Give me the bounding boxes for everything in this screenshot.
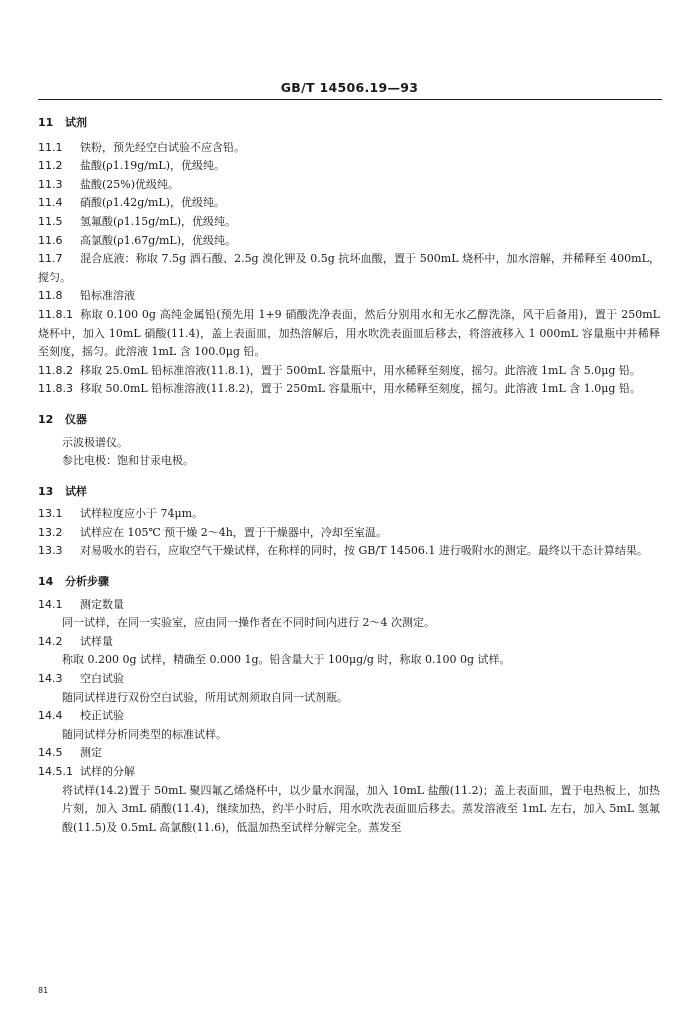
clause-14-4-body: 随同试样分析同类型的标准试样。 [62,727,227,741]
section-14-items [38,596,660,838]
section-12-items [38,434,660,471]
section-heading-12: 12 仪器 [38,412,87,426]
clause-13-2: 13.2 试样应在 105℃ 预干燥 2～4h，置于干燥器中，冷却至室温。 [38,525,387,539]
header-rule [38,99,662,100]
clause-11-8-3: 11.8.3 移取 50.0mL 铅标准溶液(11.8.2)，置于 250mL 容量瓶中，用水稀释至刻度，摇匀。此溶液 1mL 含 1.0μg 铅。 [38,382,641,396]
clause-14-1: 14.1 测定数量 [38,597,124,611]
clause-11-3: 11.3 盐酸(25%)优级纯。 [38,177,180,191]
page-header: GB/T 14506.19—93 [280,80,419,95]
clause-11-4: 11.4 硝酸(ρ1.42g/mL)，优级纯。 [38,196,226,210]
section-heading-14: 14 分析步骤 [38,575,109,589]
clause-14-1-body: 同一试样，在同一实验室，应由同一操作者在不同时间内进行 2～4 次测定。 [62,616,435,630]
clause-11-8-1: 11.8.1 称取 0.100 0g 高纯金属铅(预先用 1+9 硝酸洗净表面，然后分别用水和无水乙醇洗涤，风干后备用)，置于 250mL 烧杯中，加入 10mL 硝酸(11.4)，盖上表面皿，加热溶解后，用水吹洗表面皿后移去，将溶液移入 1 000mL 容量瓶中并稀释至刻度，摇匀。此溶液 1mL 含 100.0μg 铅。 [38,307,660,359]
clause-11-7: 11.7 混合底液：称取 7.5g 酒石酸、2.5g 溴化钾及 0.5g 抗坏血酸，置于 500mL 烧杯中，加水溶解，并稀释至 400mL，搅匀。 [38,252,660,284]
clause-11-1: 11.1 铁粉，预先经空白试验不应含铅。 [38,140,245,154]
clause-14-5-1: 14.5.1 试样的分解 [38,765,135,778]
clause-13-1: 13.1 试样粒度应小于 74μm。 [38,507,204,521]
section-heading-11: 11 试剂 [38,116,87,129]
clause-11-2: 11.2 盐酸(ρ1.19g/mL)，优级纯。 [38,159,226,173]
clause-13-3: 13.3 对易吸水的岩石，应取空气干燥试样，在称样的同时，按 GB/T 14506.1 进行吸附水的测定。最终以干态计算结果。 [38,544,648,558]
instrument-reference-electrode: 参比电极：饱和甘汞电极。 [62,454,194,468]
page-number: 81 [38,986,49,995]
clause-14-2-body: 称取 0.200 0g 试样，精确至 0.000 1g。铅含量大于 100μg/g 时，称取 0.100 0g 试样。 [62,653,511,667]
section-heading-13: 13 试样 [38,484,87,498]
clause-14-4: 14.4 校正试验 [38,709,124,723]
clause-14-2: 14.2 试样量 [38,634,113,648]
section-13-items [38,505,660,561]
instrument-oscillopolarograph: 示波极谱仪。 [62,435,128,449]
clause-11-6: 11.6 高氯酸(ρ1.67g/mL)，优级纯。 [38,233,237,247]
clause-11-8-2: 11.8.2 移取 25.0mL 铅标准溶液(11.8.1)，置于 500mL 容量瓶中，用水稀释至刻度，摇匀。此溶液 1mL 含 5.0μg 铅。 [38,363,641,377]
clause-11-5: 11.5 氢氟酸(ρ1.15g/mL)，优级纯。 [38,214,237,228]
clause-14-3: 14.3 空白试验 [38,672,124,686]
clause-11-8: 11.8 铅标准溶液 [38,289,135,303]
section-11-items [38,139,660,399]
clause-14-5-1-body: 将试样(14.2)置于 50mL 聚四氟乙烯烧杯中，以少量水润湿，加入 10mL 盐酸(11.2)；盖上表面皿，置于电热板上，加热片刻，加入 3mL 硝酸(11.4)，继续加热，约半小时后，用水吹洗表面皿后移去。蒸发溶液至 1mL 左右，加入 5mL 氢氟酸(11.5)及 0.5mL 高氯酸(11.6)，低温加热至试样分解完全。蒸发至 [62,783,660,834]
document-body [38,114,660,837]
clause-14-5: 14.5 测定 [38,746,102,760]
clause-14-3-body: 随同试样进行双份空白试验，所用试剂须取自同一试剂瓶。 [62,690,348,704]
